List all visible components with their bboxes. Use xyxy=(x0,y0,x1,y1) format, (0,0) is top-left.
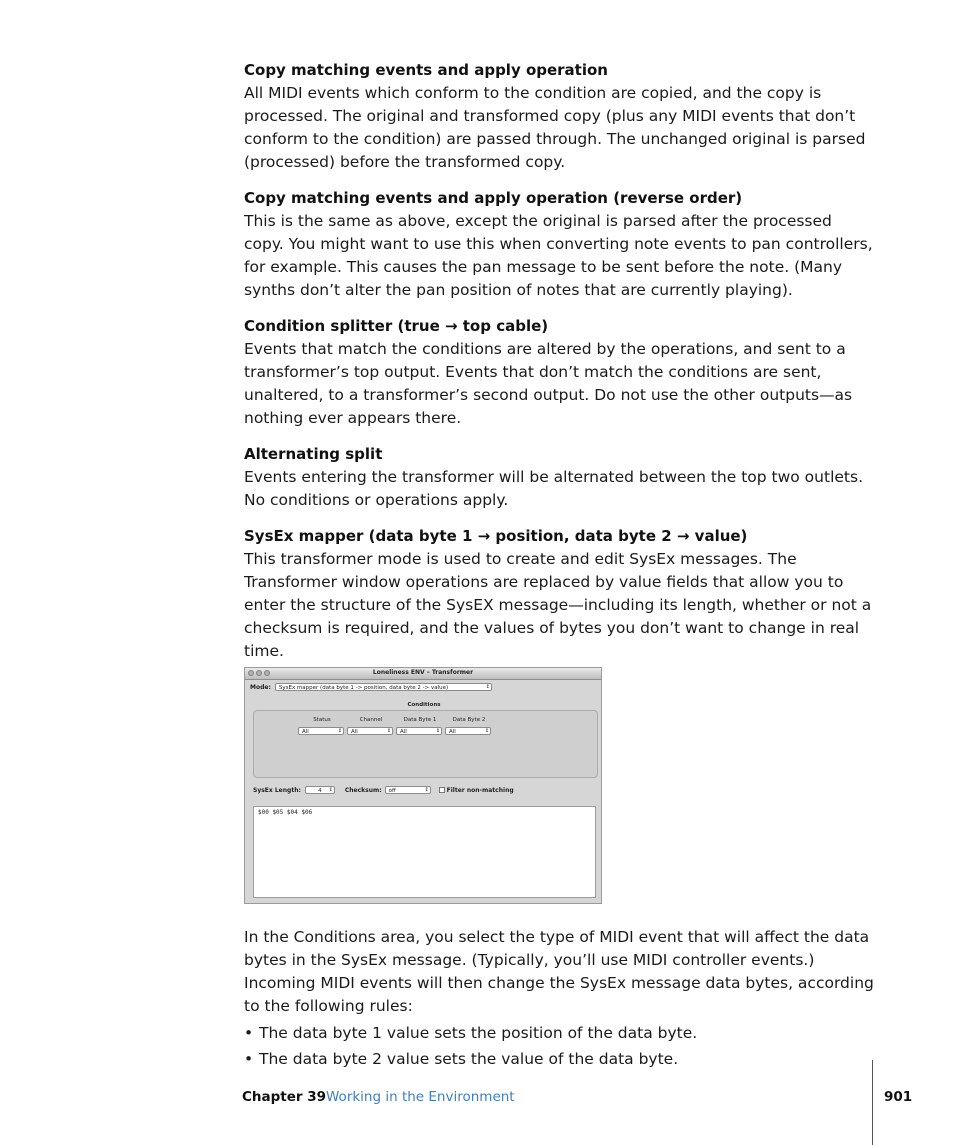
mode-label: Mode: xyxy=(250,683,271,691)
sysex-bytes-field[interactable]: $00 $05 $04 $06 xyxy=(253,806,596,898)
section-body: All MIDI events which conform to the condition are copied, and the copy is processed. The original and transformed copy (plus any MIDI events that don’t conform to the condition) are passed through. The unchanged original is parsed (processed) before the transformed copy. xyxy=(244,84,866,171)
section-body: This transformer mode is used to create and edit SysEx messages. The Transformer window operations are replaced by value fields that allow you to enter the structure of the SysEX message—including its length, whether or not a checksum is required, and the values of bytes you don’t want to change in real time. xyxy=(244,550,872,660)
transformer-window-screenshot xyxy=(244,667,602,904)
rules-list xyxy=(244,1022,876,1071)
status-label: Status xyxy=(313,717,331,723)
data-byte-1-popup[interactable]: All ↕ xyxy=(396,727,442,735)
section-body: This is the same as above, except the original is parsed after the processed copy. You might want to use this when converting note events to pan controllers, for example. This causes the pan message to be sent before the note. (Many synths don’t alter the pan position of notes that are currently playing). xyxy=(244,212,873,299)
window-title: Loneliness ENV – Transformer xyxy=(372,669,474,676)
bullet-icon: • xyxy=(244,1050,254,1068)
section-copy-matching-reverse xyxy=(244,187,876,302)
footer-divider xyxy=(872,1060,873,1145)
section-sysex-mapper xyxy=(244,525,876,663)
page-number: 901 xyxy=(884,1089,913,1105)
data-byte-1-label: Data Byte 1 xyxy=(403,717,437,723)
checksum-popup[interactable]: off ↕ xyxy=(385,786,431,794)
conditions-explanation xyxy=(244,926,876,1074)
page-footer xyxy=(0,1088,954,1118)
section-heading: Copy matching events and apply operation xyxy=(244,61,608,79)
checksum-label: Checksum: xyxy=(344,786,382,794)
section-copy-matching xyxy=(244,59,876,174)
section-heading: SysEx mapper (data byte 1 → position, data byte 2 → value) xyxy=(244,527,748,545)
section-body: Events that match the conditions are altered by the operations, and sent to a transformer’s top output. Events that don’t match the conditions are sent, unaltered, to a transformer’s second output. Do not use the other outputs—as nothing ever appears there. xyxy=(244,340,853,427)
list-item-text: The data byte 2 value sets the value of the data byte. xyxy=(259,1050,679,1068)
sysex-length-stepper[interactable]: 4 ↕ xyxy=(305,786,335,794)
main-text xyxy=(244,59,876,676)
sysex-options-row xyxy=(253,786,514,794)
data-byte-2-label: Data Byte 2 xyxy=(452,717,486,723)
data-byte-2-popup[interactable]: All ↕ xyxy=(445,727,491,735)
section-alternating-split xyxy=(244,443,876,512)
intro-paragraph: In the Conditions area, you select the type of MIDI event that will affect the data bytes in the SysEx message. (Typically, you’ll use MIDI controller events.) Incoming MIDI events will then change the SysEx message data bytes, according to the following rules: xyxy=(244,928,874,1015)
section-body: Events entering the transformer will be alternated between the top two outlets. No conditions or operations apply. xyxy=(244,468,863,509)
conditions-area xyxy=(253,710,598,778)
window-titlebar xyxy=(245,668,601,680)
list-item-text: The data byte 1 value sets the position of the data byte. xyxy=(259,1024,698,1042)
channel-popup[interactable]: All ↕ xyxy=(347,727,393,735)
section-heading: Condition splitter (true → top cable) xyxy=(244,317,549,335)
conditions-label: Conditions xyxy=(407,702,441,708)
mode-row xyxy=(250,683,492,691)
sysex-length-label: SysEx Length: xyxy=(253,786,301,794)
mode-popup[interactable]: SysEx mapper (data byte 1 -> position, data byte 2 -> value) ↕ xyxy=(275,683,492,691)
section-heading: Copy matching events and apply operation (reverse order) xyxy=(244,189,743,207)
list-item xyxy=(244,1022,876,1045)
chapter-label: Chapter 39 xyxy=(242,1089,327,1105)
chapter-title-link[interactable]: Working in the Environment xyxy=(326,1089,515,1105)
filter-non-matching-checkbox[interactable] xyxy=(439,787,445,793)
list-item xyxy=(244,1048,876,1071)
section-heading: Alternating split xyxy=(244,445,383,463)
filter-non-matching-label: Filter non-matching xyxy=(446,786,514,794)
status-popup[interactable]: All ↕ xyxy=(298,727,344,735)
bullet-icon: • xyxy=(244,1024,254,1042)
section-condition-splitter xyxy=(244,315,876,430)
channel-label: Channel xyxy=(359,717,383,723)
